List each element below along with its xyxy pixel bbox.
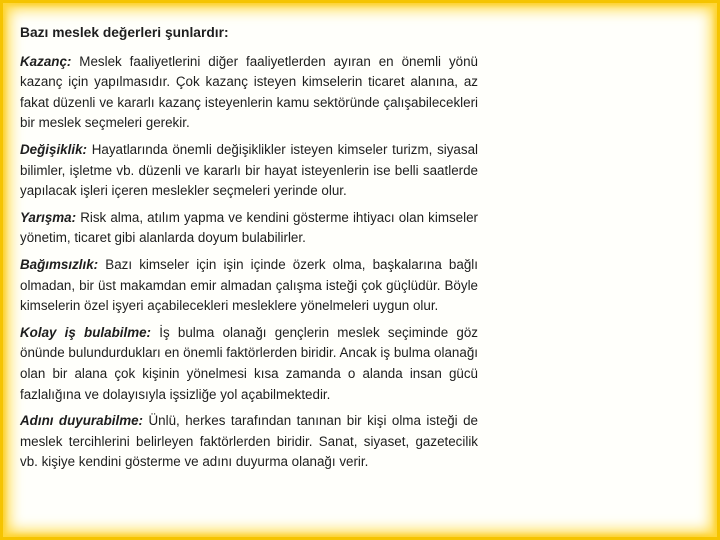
- value-kazanc: [20, 52, 478, 134]
- value-text: Meslek faaliyetlerini diğer faaliyetlerden ayıran en önemli yönü kazanç için yapılmasıdır. Çok kazanç isteyen kimselerin ticaret alanına, az fakat düzenli ve kararlı kazanç isteyenlerin kamu sektöründe çalışabilecekleri bir meslek seçmeleri gerekir.: [20, 53, 478, 131]
- value-text: Risk alma, atılım yapma ve kendini gösterme ihtiyacı olan kimseler yönetim, ticaret gibi alanlarda doyum bulabilirler.: [20, 209, 478, 246]
- value-term: Kazanç:: [20, 53, 72, 69]
- value-text: İş bulma olanağı gençlerin meslek seçiminde göz önünde bulundurdukları en önemli faktörlerden biridir. Ancak iş bulma olanağı olan bir alana çok kişinin yönelmesi kısa zamanda o alanda insan gücü fazlalığına ve dolayısıyla işsizliğe yol açabilmektedir.: [20, 324, 478, 402]
- value-term: Bağımsızlık:: [20, 256, 99, 272]
- value-kolay-is-bulabilme: [20, 323, 478, 405]
- section-heading: Bazı meslek değerleri şunlardır:: [20, 25, 229, 40]
- document-body: [20, 23, 478, 479]
- value-term: Kolay iş bulabilme:: [20, 324, 152, 340]
- value-degisiklik: [20, 140, 478, 202]
- value-text: Ünlü, herkes tarafından tanınan bir kişi olma isteği de meslek tercihlerini belirleyen faktörlerden biridir. Sanat, siyaset, gazetecilik vb. kişiye kendini gösterme ve adını duyurma olanağı verir.: [20, 413, 478, 470]
- value-term: Adını duyurabilme:: [20, 413, 144, 429]
- value-term: Değişiklik:: [20, 141, 87, 157]
- value-term: Yarışma:: [20, 209, 77, 225]
- value-adini-duyurabilme: [20, 411, 478, 473]
- value-yarisma: [20, 208, 478, 249]
- value-text: Hayatlarında önemli değişiklikler isteyen kimseler turizm, siyasal bilimler, işletme vb. düzenli ve kararlı bir hayat isteyenlerin ise belli saatlerde yapılacak işleri içeren meslekler seçmeleri yerinde olur.: [20, 141, 478, 199]
- value-text: Bazı kimseler için işin içinde özerk olma, başkalarına bağlı olmadan, bir üst makamdan emir almadan çalışma isteği çok güçlüdür. Böyle kimselerin özel işyeri açabilecekleri mesleklere yönelmeleri uygun olur.: [20, 256, 478, 314]
- value-bagimsizlik: [20, 255, 478, 317]
